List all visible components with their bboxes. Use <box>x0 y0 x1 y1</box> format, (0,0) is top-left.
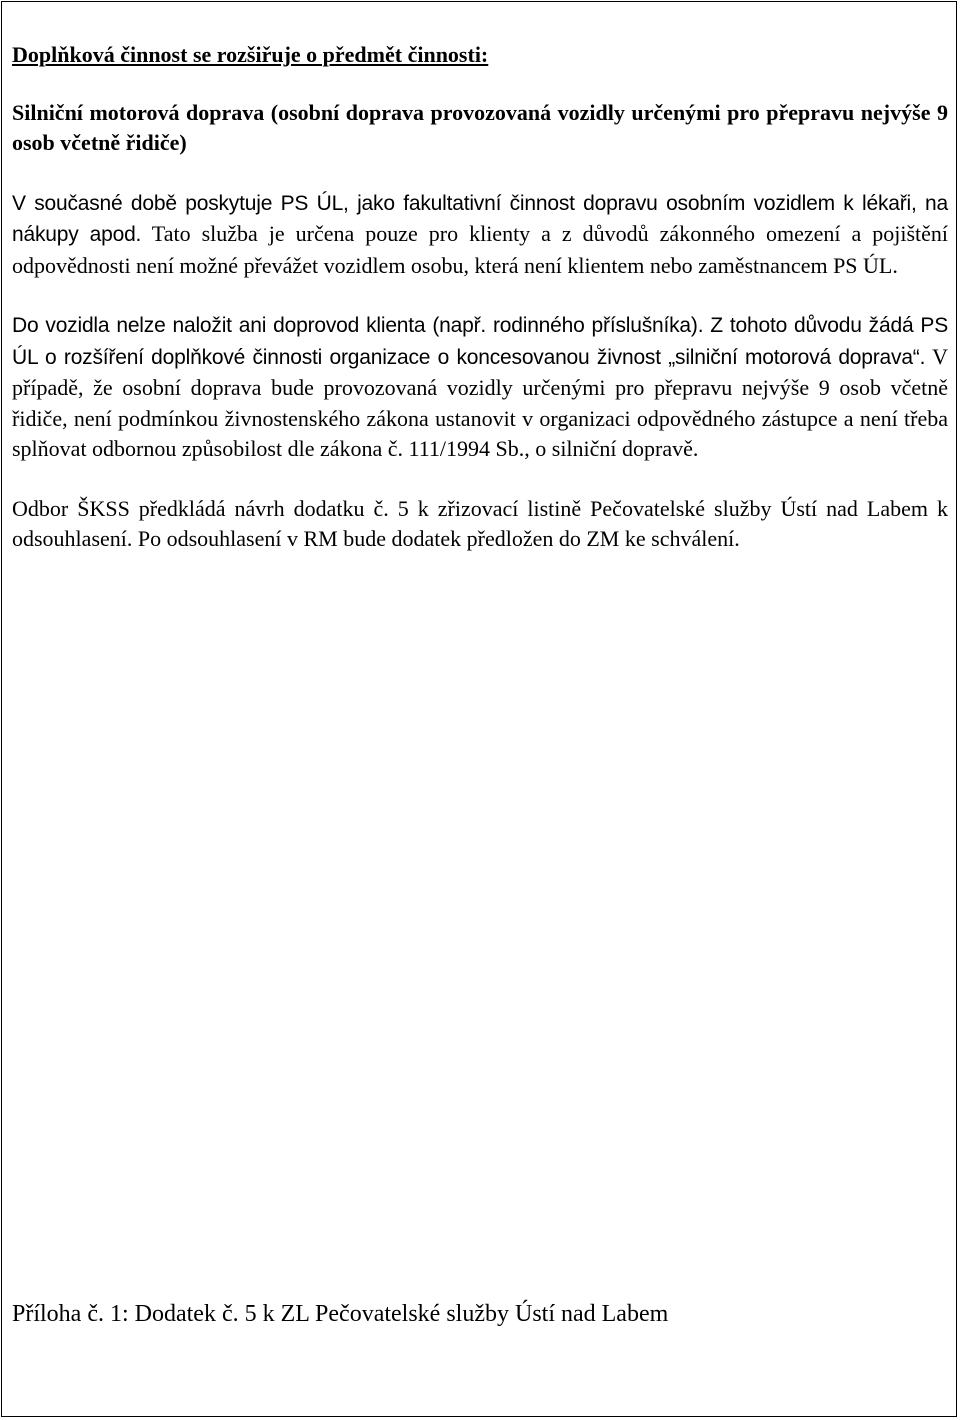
annex-reference: Příloha č. 1: Dodatek č. 5 k ZL Pečovatelské služby Ústí nad Labem <box>12 1301 669 1327</box>
paragraph-request-reason-text: V případě, že osobní doprava bude provozovaná vozidly určenými pro přepravu nejvýše 9 osob včetně řidiče, není podmínkou živnostenského zákona ustanovit v organizaci odpovědného zástupce a není třeba splňovat odbornou způsobilost dle zákona č. 111/1994 Sb., o silniční dopravě. <box>12 343 948 461</box>
section-heading: Doplňková činnost se rozšiřuje o předmět činnosti: <box>12 42 489 67</box>
document-body <box>12 40 948 584</box>
paragraph-current-service-text: Tato služba je určena pouze pro klienty a z důvodů zákonného omezení a pojištění odpovědnosti není možné převážet vozidlem osobu, která není klientem nebo zaměstnancem PS ÚL. <box>12 221 948 278</box>
paragraph-current-service-intro: V současné době poskytuje PS ÚL, jako fakultativní činnost dopravu osobním vozidlem k lékaři, na nákupy apod. <box>12 191 948 246</box>
paragraph-request-reason-intro: Do vozidla nelze naložit ani doprovod klienta (např. rodinného příslušníka). Z tohoto důvodu žádá PS ÚL o rozšíření doplňkové činnosti organizace o koncesovanou živnost „silniční motorová doprava“. <box>12 314 948 369</box>
activity-subject: Silniční motorová doprava (osobní doprava provozovaná vozidly určenými pro přepravu nejvýše 9 osob včetně řidiče) <box>12 99 948 155</box>
paragraph-proposal: Odbor ŠKSS předkládá návrh dodatku č. 5 k zřizovací listině Pečovatelské služby Ústí nad Labem k odsouhlasení. Po odsouhlasení v RM bude dodatek předložen do ZM ke schválení. <box>12 495 948 551</box>
paragraph-current-service <box>12 188 948 282</box>
paragraph-request-reason <box>12 310 948 465</box>
